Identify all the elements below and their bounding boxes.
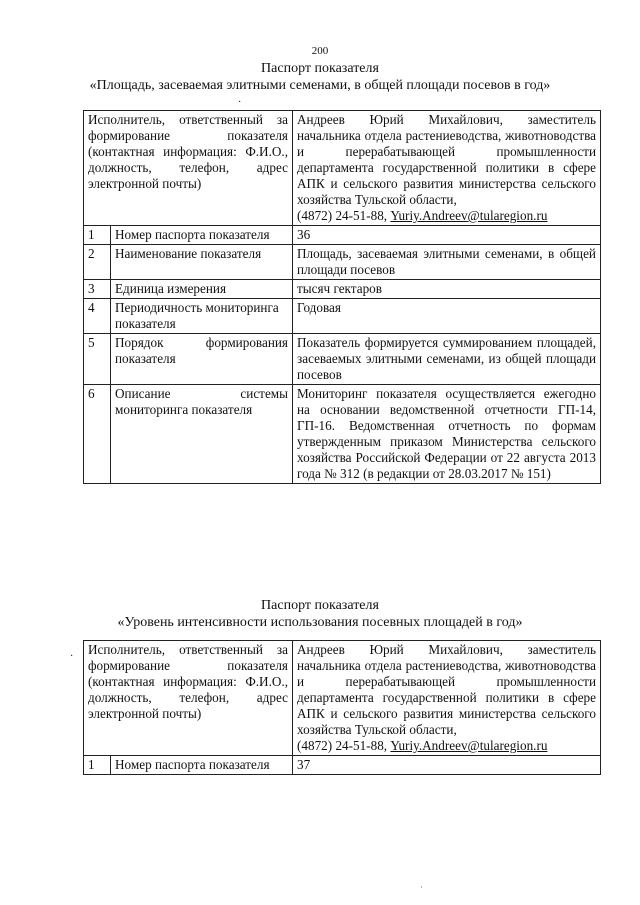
row-number: 1 — [84, 756, 111, 775]
passport-1-heading: Паспорт показателя — [261, 61, 379, 76]
executor-row — [84, 111, 601, 226]
table-row — [84, 226, 601, 245]
row-value: Показатель формируется суммированием площадей, засеваемых элитными семенами, из общей площади посевов — [293, 334, 601, 385]
row-label: Номер паспорта показателя — [111, 226, 293, 245]
executor-value — [293, 641, 601, 756]
executor-description: Андреев Юрий Михайлович, заместитель начальника отдела растениеводства, животноводства и перерабатывающей промышленности департамента государственной политики в сфере АПК и сельского развития министерства сельского хозяйства Тульской области, — [297, 112, 596, 207]
row-number: 4 — [84, 299, 111, 334]
row-number: 2 — [84, 245, 111, 280]
executor-phone: (4872) 24-51-88, — [297, 208, 391, 223]
scan-dot: · — [70, 651, 74, 662]
table-row — [84, 385, 601, 484]
row-value: 37 — [293, 756, 601, 775]
row-label: Периодичность мониторинга показателя — [111, 299, 293, 334]
passport-2-heading: Паспорт показателя — [261, 598, 379, 613]
row-value: Годовая — [293, 299, 601, 334]
table-row — [84, 245, 601, 280]
passport-1-table — [83, 110, 601, 484]
row-label: Порядок формирования показателя — [111, 334, 293, 385]
scan-dot: · — [238, 97, 242, 108]
row-number: 1 — [84, 226, 111, 245]
row-value: Мониторинг показателя осуществляется ежегодно на основании ведомственной отчетности ГП-14, ГП-16. Ведомственная отчетность по формам утвержденным приказом Министерства сельского хозяйства Российской Федерации от 22 августа 2013 года № 312 (в редакции от 28.03.2017 № 151) — [293, 385, 601, 484]
row-value: тысяч гектаров — [293, 280, 601, 299]
row-number: 6 — [84, 385, 111, 484]
executor-value — [293, 111, 601, 226]
row-label: Единица измерения — [111, 280, 293, 299]
executor-row — [84, 641, 601, 756]
table-row — [84, 280, 601, 299]
executor-phone: (4872) 24-51-88, — [297, 738, 391, 753]
row-number: 3 — [84, 280, 111, 299]
passport-1-subheading: «Площадь, засеваемая элитными семенами, в общей площади посевов в год» — [89, 78, 551, 93]
passport-2-title — [60, 597, 580, 631]
passport-2-table — [83, 640, 601, 775]
row-number: 5 — [84, 334, 111, 385]
table-row — [84, 756, 601, 775]
row-label: Номер паспорта показателя — [111, 756, 293, 775]
executor-description: Андреев Юрий Михайлович, заместитель начальника отдела растениеводства, животноводства и перерабатывающей промышленности департамента государственной политики в сфере АПК и сельского развития министерства сельского хозяйства Тульской области, — [297, 642, 596, 737]
passport-2-subheading: «Уровень интенсивности использования посевных площадей в год» — [117, 615, 523, 630]
table-row — [84, 299, 601, 334]
page-number: 200 — [311, 45, 329, 57]
table-row — [84, 334, 601, 385]
passport-1-title — [60, 60, 580, 94]
executor-label: Исполнитель, ответственный за формирование показателя (контактная информация: Ф.И.О., должность, телефон, адрес электронной почты) — [84, 641, 293, 756]
row-value: 36 — [293, 226, 601, 245]
scan-mark: · — [420, 882, 423, 892]
executor-label: Исполнитель, ответственный за формирование показателя (контактная информация: Ф.И.О., должность, телефон, адрес электронной почты) — [84, 111, 293, 226]
row-label: Описание системы мониторинга показателя — [111, 385, 293, 484]
row-label: Наименование показателя — [111, 245, 293, 280]
row-value: Площадь, засеваемая элитными семенами, в общей площади посевов — [293, 245, 601, 280]
executor-email-link[interactable]: Yuriy.Andreev@tularegion.ru — [390, 738, 548, 753]
executor-email-link[interactable]: Yuriy.Andreev@tularegion.ru — [390, 208, 548, 223]
